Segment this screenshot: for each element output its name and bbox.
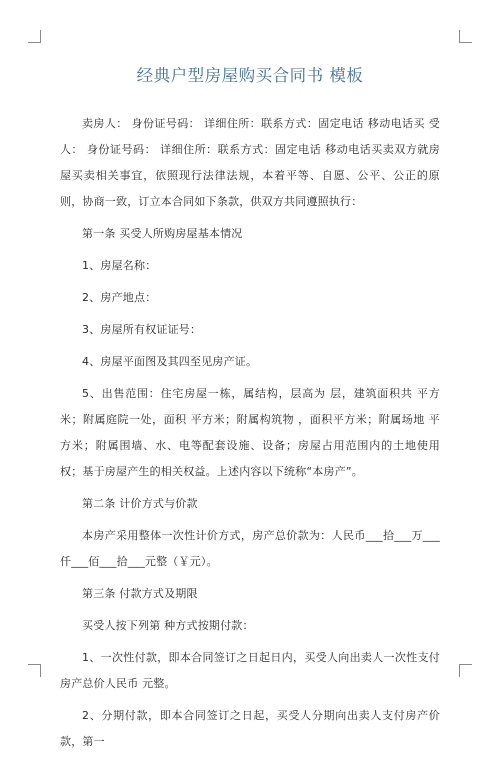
item-lump-sum-payment: 1、一次性付款，即本合同签订之日起日内，买受人向出卖人一次性支付房产总价人民币 元整。 bbox=[60, 651, 440, 690]
heading-article-2: 第二条 计价方式与价款 bbox=[82, 497, 198, 510]
item-house-name: 1、房屋名称： bbox=[82, 259, 157, 272]
heading-article-1: 第一条 买受人所购房屋基本情况 bbox=[82, 227, 243, 240]
item-installment-payment: 2、分期付款，即本合同签订之日起，买受人分期向出卖人支付房产价款，第一 bbox=[60, 709, 440, 748]
item-property-location: 2、房产地点： bbox=[82, 291, 157, 304]
item-sale-scope: 5、出售范围：住宅房屋一栋，属结构，层高为 层，建筑面积共 平方米；附属庭院一处，面积 平方米；附属构筑物 ，面积平方米；附属场地 平方米；附属围墙、水、电等配套设施、设备；房屋占用范围内的土地使用权；基于房屋产生的相关权益。上述内容以下统称“本房产”。 bbox=[60, 387, 440, 478]
item-floor-plan: 4、房屋平面图及其四至见房产证。 bbox=[82, 355, 258, 368]
document-title: 经典户型房屋购买合同书 模板 bbox=[136, 66, 364, 85]
paragraph-price: 本房产采用整体一次性计价方式，房产总价款为：人民币___拾___万___仟___佰___拾___元整（￥元）。 bbox=[60, 529, 440, 568]
paragraph-payment-method: 买受人按下列第 种方式按期付款： bbox=[82, 619, 254, 632]
heading-article-3: 第三条 付款方式及期限 bbox=[82, 587, 198, 600]
document-body bbox=[60, 111, 440, 761]
paragraph-parties: 卖房人： 身份证号码： 详细住所：联系方式：固定电话 移动电话买 受 人： 身份证号码： 详细住所：联系方式：固定电话 移动电话买卖双方就房屋买卖相关事宜，依照现行法律法规，本着平等、自愿、公平、公正的原则，协商一致，订立本合同如下条款，供双方共同遵照执行： bbox=[60, 117, 440, 208]
item-ownership-cert: 3、房屋所有权证证号： bbox=[82, 323, 202, 336]
